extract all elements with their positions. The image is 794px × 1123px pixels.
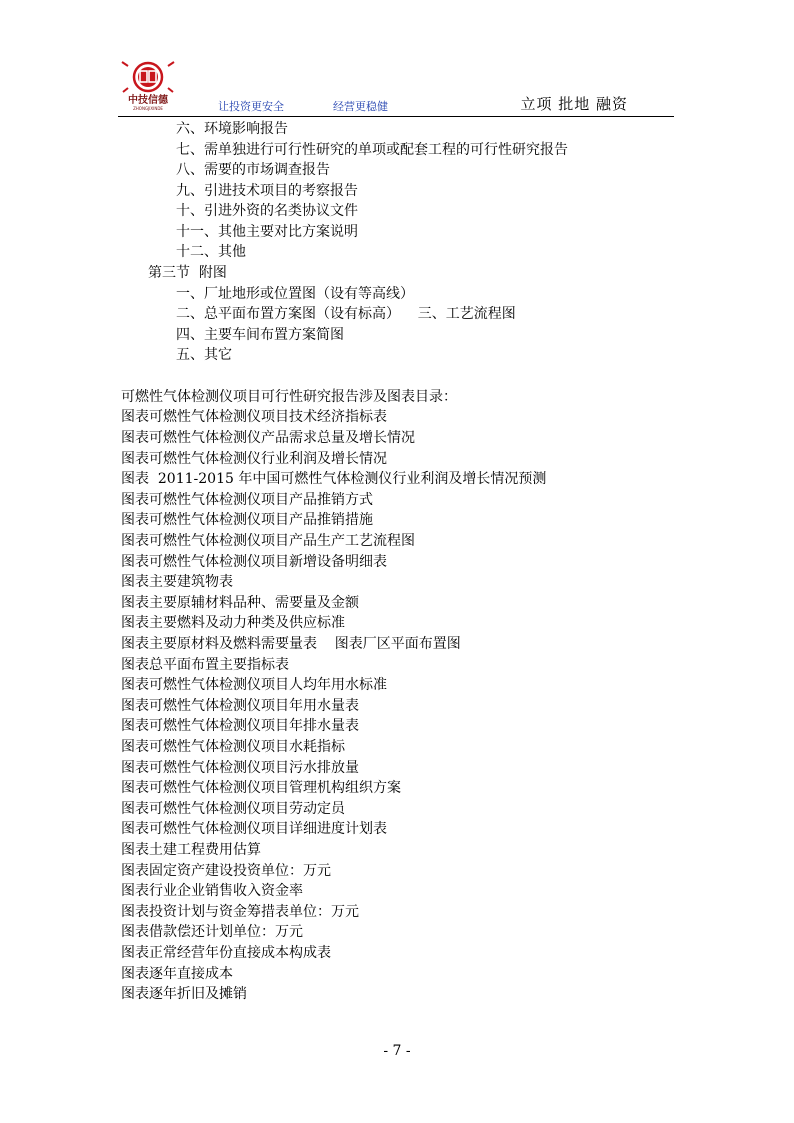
chart-list-item: 图表逐年折旧及摊销 [121,986,247,1002]
page-number: - 7 - [383,1043,411,1059]
chart-list-item: 图表行业企业销售收入资金率 [121,883,303,899]
chart-list-item: 图表土建工程费用估算 [121,842,261,858]
list-item: 六、环境影响报告 [176,121,288,137]
chart-list-item: 图表可燃性气体检测仪项目产品推销措施 [121,512,373,528]
header-title: 立项 批地 融资 [520,95,628,113]
chart-list-item: 图表可燃性气体检测仪项目年排水量表 [121,718,359,734]
list-item: 十二、其他 [176,244,246,260]
chart-list-item: 图表 2011-2015 年中国可燃性气体检测仪行业利润及增长情况预测 [121,471,547,487]
list-item: 七、需单独进行可行性研究的单项或配套工程的可行性研究报告 [176,142,568,158]
svg-text:ZHONGJIXINDE: ZHONGJIXINDE [133,106,163,111]
page-header [118,60,674,116]
chart-list-item: 图表主要燃料及动力种类及供应标准 [121,615,345,631]
list-item: 二、总平面布置方案图（设有标高） 三、工艺流程图 [176,306,516,322]
logo-emblem-icon [120,60,176,112]
chart-list-item: 图表可燃性气体检测仪项目新增设备明细表 [121,554,387,570]
svg-text:中技信德: 中技信德 [128,95,168,106]
chart-list-item: 图表可燃性气体检测仪项目产品生产工艺流程图 [121,533,415,549]
chart-list-item: 图表主要原材料及燃料需要量表 图表厂区平面布置图 [121,636,461,652]
list-item: 四、主要车间布置方案简图 [176,327,344,343]
header-divider [118,116,674,117]
chart-list-item: 图表借款偿还计划单位：万元 [121,924,303,940]
chart-list-item: 图表总平面布置主要指标表 [121,657,289,673]
chart-list-item: 图表主要原辅材料品种、需要量及金额 [121,595,359,611]
chart-list-item: 图表可燃性气体检测仪项目人均年用水标准 [121,677,387,693]
chart-list-item: 图表正常经营年份直接成本构成表 [121,945,331,961]
chart-list-item: 图表固定资产建设投资单位：万元 [121,863,331,879]
chart-list-item: 图表投资计划与资金筹措表单位：万元 [121,904,359,920]
list-item: 五、其它 [176,347,232,363]
chart-list-heading: 可燃性气体检测仪项目可行性研究报告涉及图表目录： [121,389,457,405]
chart-list-item: 图表逐年直接成本 [121,966,233,982]
list-item: 一、厂址地形或位置图（设有等高线） [176,286,414,302]
chart-list-item: 图表可燃性气体检测仪行业利润及增长情况 [121,451,387,467]
chart-list-item: 图表可燃性气体检测仪项目污水排放量 [121,760,359,776]
chart-list-item: 图表可燃性气体检测仪项目劳动定员 [121,801,345,817]
list-item: 九、引进技术项目的考察报告 [176,183,358,199]
section-heading: 第三节 附图 [148,265,227,281]
chart-list-item: 图表可燃性气体检测仪项目管理机构组织方案 [121,780,401,796]
list-item: 十一、其他主要对比方案说明 [176,224,358,240]
chart-list-item: 图表可燃性气体检测仪项目产品推销方式 [121,492,373,508]
list-item: 十、引进外资的名类协议文件 [176,203,358,219]
chart-list-item: 图表可燃性气体检测仪项目水耗指标 [121,739,345,755]
slogan-steady-operation: 经营更稳健 [333,100,388,113]
chart-list-item: 图表可燃性气体检测仪项目年用水量表 [121,698,359,714]
chart-list-item: 图表可燃性气体检测仪产品需求总量及增长情况 [121,430,415,446]
company-logo [120,60,176,112]
chart-list-item: 图表主要建筑物表 [121,574,233,590]
slogan-safe-investment: 让投资更安全 [218,100,284,113]
chart-list-item: 图表可燃性气体检测仪项目详细进度计划表 [121,821,387,837]
chart-list-item: 图表可燃性气体检测仪项目技术经济指标表 [121,409,387,425]
list-item: 八、需要的市场调查报告 [176,162,330,178]
